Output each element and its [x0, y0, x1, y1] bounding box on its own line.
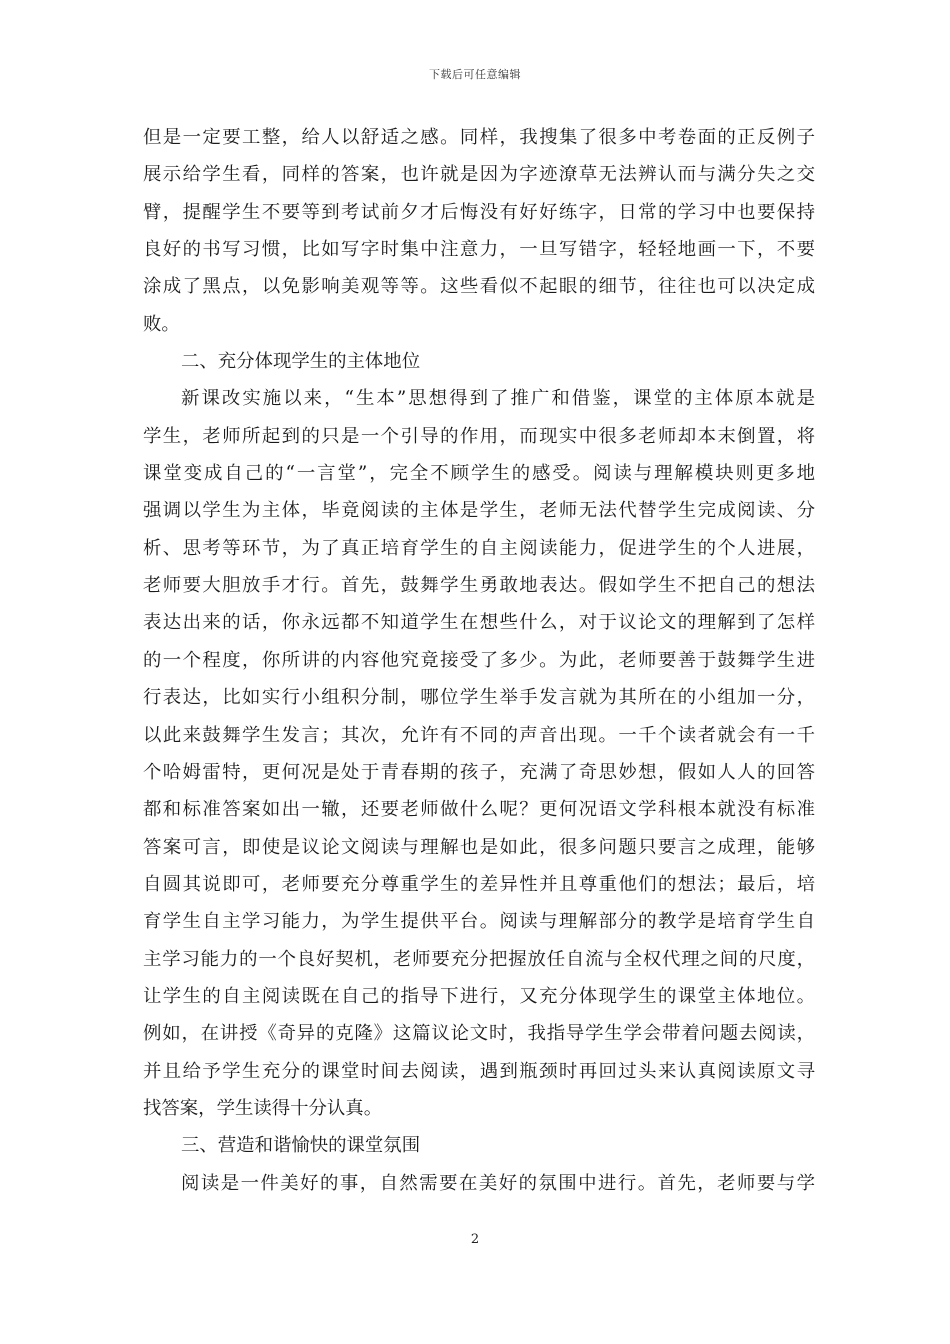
text-line: 主学习能力的一个良好契机，老师要充分把握放任自流与全权代理之间的尺度，: [143, 948, 815, 970]
text-line: 良好的书写习惯，比如写字时集中注意力，一旦写错字，轻轻地画一下，不要: [143, 239, 815, 261]
text-line: 败。: [143, 313, 180, 335]
page-header: 下载后可任意编辑: [429, 68, 521, 81]
text-line: 新课改实施以来，“生本”思想得到了推广和借鉴，课堂的主体原本就是: [181, 388, 815, 410]
text-line: 强调以学生为主体，毕竟阅读的主体是学生，老师无法代替学生完成阅读、分: [143, 500, 815, 522]
text-line: 臂，提醒学生不要等到考试前夕才后悔没有好好练字，日常的学习中也要保持: [143, 201, 815, 223]
text-line: 阅读是一件美好的事，自然需要在美好的氛围中进行。首先，老师要与学: [181, 1172, 815, 1194]
document-body: [143, 119, 815, 1202]
text-line: 涂成了黑点，以免影响美观等等。这些看似不起眼的细节，往往也可以决定成: [143, 276, 815, 298]
page-number: 2: [470, 1232, 480, 1247]
text-line: 找答案，学生读得十分认真。: [143, 1097, 383, 1119]
text-line: 析、思考等环节，为了真正培育学生的自主阅读能力，促进学生的个人进展，: [143, 537, 815, 559]
text-line: 三、营造和谐愉快的课堂氛围: [181, 1135, 421, 1157]
text-line: 并且给予学生充分的课堂时间去阅读，遇到瓶颈时再回过头来认真阅读原文寻: [143, 1060, 815, 1082]
text-line: 个哈姆雷特，更何况是处于青春期的孩子，充满了奇思妙想，假如人人的回答: [143, 761, 815, 783]
text-line: 例如，在讲授《奇异的克隆》这篇议论文时，我指导学生学会带着问题去阅读，: [143, 1023, 815, 1045]
text-line: 的一个程度，你所讲的内容他究竟接受了多少。为此，老师要善于鼓舞学生进: [143, 649, 815, 671]
text-line: 让学生的自主阅读既在自己的指导下进行，又充分体现学生的课堂主体地位。: [143, 985, 815, 1007]
text-line: 老师要大胆放手才行。首先，鼓舞学生勇敢地表达。假如学生不把自己的想法: [143, 575, 815, 597]
text-line: 但是一定要工整，给人以舒适之感。同样，我搜集了很多中考卷面的正反例子: [143, 127, 815, 148]
text-line: 行表达，比如实行小组积分制，哪位学生举手发言就为其所在的小组加一分，: [143, 687, 815, 709]
text-line: 课堂变成自己的“一言堂”，完全不顾学生的感受。阅读与理解模块则更多地: [143, 463, 815, 485]
text-line: 二、充分体现学生的主体地位: [181, 351, 421, 373]
text-line: 自圆其说即可，老师要充分尊重学生的差异性并且尊重他们的想法；最后，培: [143, 873, 815, 895]
text-line: 都和标准答案如出一辙，还要老师做什么呢？更何况语文学科根本就没有标准: [143, 799, 815, 821]
text-line: 以此来鼓舞学生发言；其次，允许有不同的声音出现。一千个读者就会有一千: [143, 724, 815, 746]
text-line: 表达出来的话，你永远都不知道学生在想些什么，对于议论文的理解到了怎样: [143, 612, 815, 634]
text-line: 答案可言，即使是议论文阅读与理解也是如此，很多问题只要言之成理，能够: [143, 836, 815, 858]
text-line: 育学生自主学习能力，为学生提供平台。阅读与理解部分的教学是培育学生自: [143, 911, 815, 933]
text-line: 学生，老师所起到的只是一个引导的作用，而现实中很多老师却本末倒置，将: [143, 425, 815, 447]
text-line: 展示给学生看，同样的答案，也许就是因为字迹潦草无法辨认而与满分失之交: [143, 164, 815, 186]
